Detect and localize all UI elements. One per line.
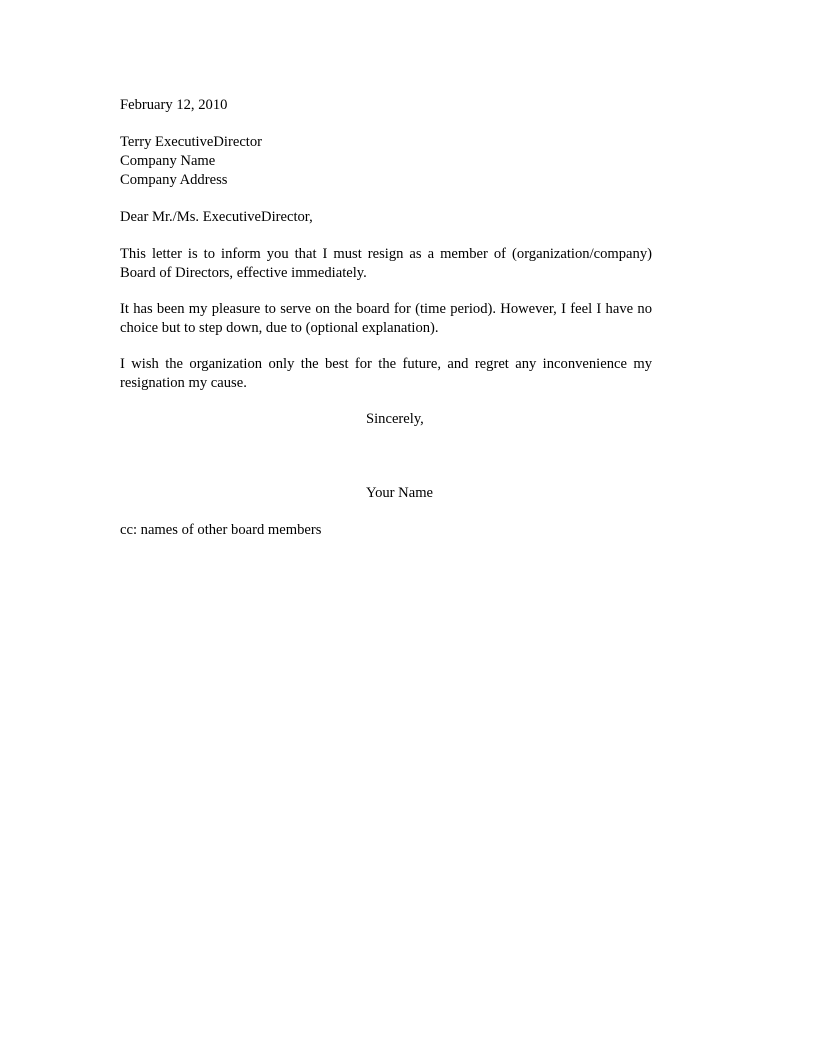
recipient-address: Company Address xyxy=(120,172,228,188)
recipient-name: Terry ExecutiveDirector xyxy=(120,134,263,150)
cc-line: cc: names of other board members xyxy=(120,522,322,538)
letter-date: February 12, 2010 xyxy=(120,97,228,113)
salutation: Dear Mr./Ms. ExecutiveDirector, xyxy=(120,209,313,225)
body-paragraph-2: It has been my pleasure to serve on the board for (time period). However, I feel I have no choice but to step down, due to (optional explanation). xyxy=(120,301,652,336)
closing: Sincerely, xyxy=(366,411,424,427)
body-paragraph-3: I wish the organization only the best for the future, and regret any inconvenience my resignation my cause. xyxy=(120,356,652,391)
body-paragraph-1: This letter is to inform you that I must resign as a member of (organization/company) Board of Directors, effective immediately. xyxy=(120,246,652,281)
signature-name: Your Name xyxy=(366,485,434,501)
recipient-company: Company Name xyxy=(120,153,216,169)
